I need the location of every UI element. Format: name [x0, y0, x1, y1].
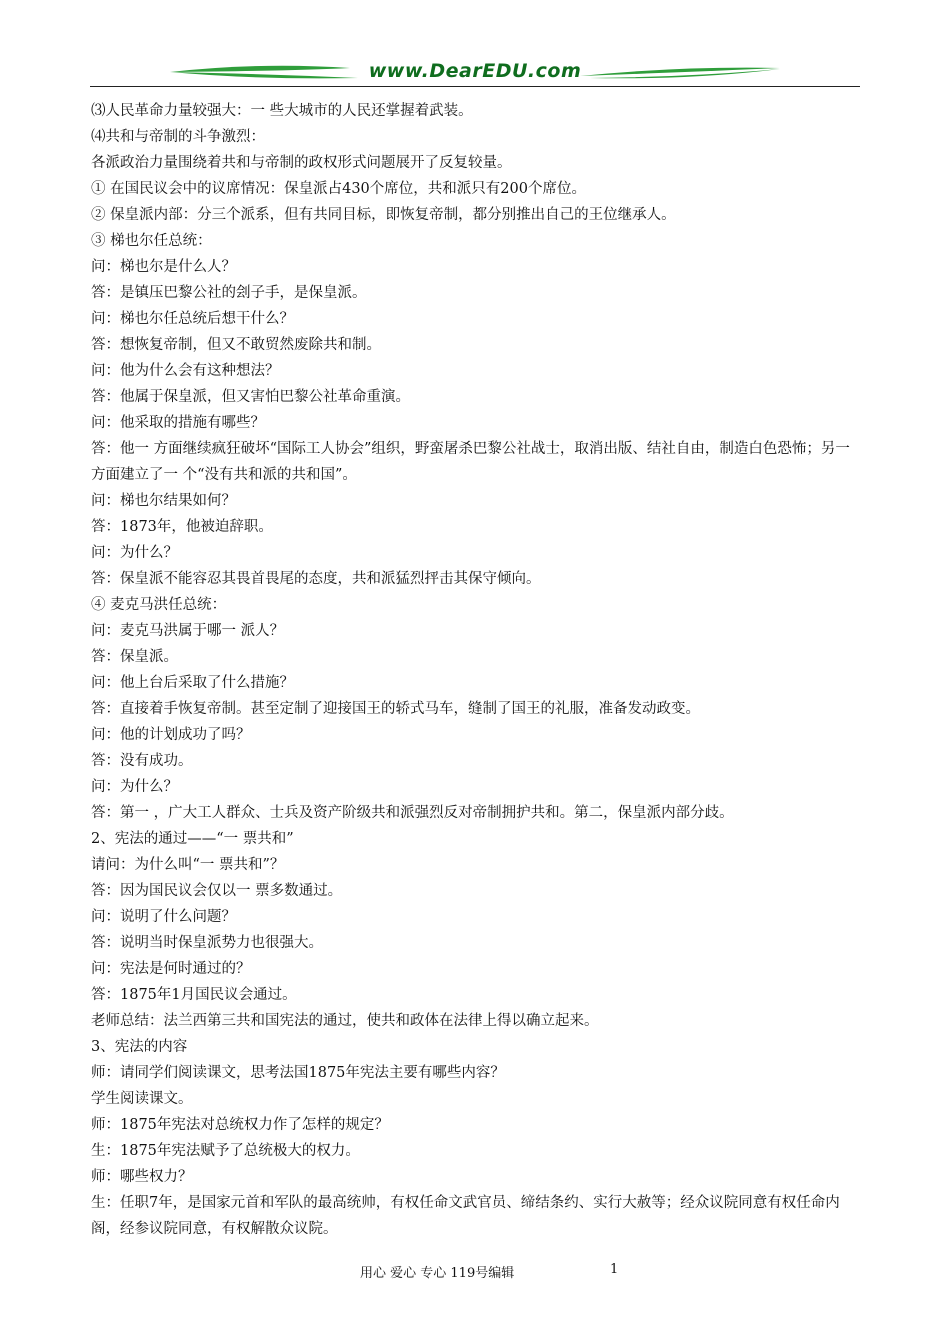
text-line: 问：梯也尔任总统后想干什么？: [91, 311, 294, 327]
text-line: 问：他上台后采取了什么措施？: [91, 675, 294, 691]
text-line: 答：因为国民议会仅以一 票多数通过。: [91, 883, 343, 899]
text-line: ④ 麦克马洪任总统：: [91, 597, 227, 613]
text-line: 问：他为什么会有这种想法？: [91, 363, 280, 379]
text-line: 答：没有成功。: [91, 753, 193, 769]
text-line: 问：梯也尔是什么人？: [91, 259, 236, 275]
text-line: 答：1875年1月国民议会通过。: [91, 987, 297, 1003]
text-line: 问：他采取的措施有哪些？: [91, 415, 265, 431]
text-line: 2、宪法的通过——“一 票共和”: [91, 831, 294, 847]
text-line: 答：直接着手恢复帝制。甚至定制了迎接国王的轿式马车，缝制了国王的礼服，准备发动政变。: [91, 701, 700, 717]
text-line: 问：为什么？: [91, 545, 178, 561]
page-footer: [0, 1262, 950, 1282]
text-line: ⑷共和与帝制的斗争激烈：: [91, 129, 265, 145]
text-line: 问：宪法是何时通过的？: [91, 961, 251, 977]
document-body: [91, 98, 861, 1242]
text-line: 答：保皇派。: [91, 649, 178, 665]
text-line: 生：任职7年，是国家元首和军队的最高统帅，有权任命文武官员、缔结条约、实行大赦等；经众议院同意有权任命内阁，经参议院同意，有权解散众议院。: [91, 1195, 840, 1237]
text-line: 各派政治力量围绕着共和与帝制的政权形式问题展开了反复较量。: [91, 155, 512, 171]
text-line: 问：麦克马洪属于哪一 派人？: [91, 623, 285, 639]
site-logo-text: www.DearEDU.com: [368, 60, 582, 82]
text-line: 答：第一 ，广大工人群众、士兵及资产阶级共和派强烈反对帝制拥护共和。第二，保皇派内部分歧。: [91, 805, 734, 821]
text-line: ① 在国民议会中的议席情况：保皇派占430个席位，共和派只有200个席位。: [91, 181, 586, 197]
text-line: 3、宪法的内容: [91, 1039, 188, 1055]
text-line: ② 保皇派内部：分三个派系，但有共同目标，即恢复帝制，都分别推出自己的王位继承人。: [91, 207, 676, 223]
footer-text: 用心 爱心 专心 119号编辑: [360, 1266, 515, 1281]
text-line: 问：说明了什么问题？: [91, 909, 236, 925]
text-line: ③ 梯也尔任总统：: [91, 233, 212, 249]
text-line: 答：他属于保皇派，但又害怕巴黎公社革命重演。: [91, 389, 410, 405]
text-line: 答：想恢复帝制，但又不敢贸然废除共和制。: [91, 337, 381, 353]
text-line: 生：1875年宪法赋予了总统极大的权力。: [91, 1143, 360, 1159]
text-line: 问：梯也尔结果如何？: [91, 493, 236, 509]
text-line: 答：是镇压巴黎公社的刽子手，是保皇派。: [91, 285, 367, 301]
text-line: 师：1875年宪法对总统权力作了怎样的规定？: [91, 1117, 389, 1133]
page-number: 1: [610, 1262, 619, 1277]
header-divider: [90, 86, 860, 87]
text-line: 答：说明当时保皇派势力也很强大。: [91, 935, 323, 951]
text-line: 师：请同学们阅读课文，思考法国1875年宪法主要有哪些内容？: [91, 1065, 505, 1081]
text-line: 问：他的计划成功了吗？: [91, 727, 251, 743]
text-line: 答：1873年，他被迫辞职。: [91, 519, 273, 535]
text-line: 请问：为什么叫“一 票共和”？: [91, 857, 285, 873]
text-line: 学生阅读课文。: [91, 1091, 193, 1107]
text-line: 师：哪些权力？: [91, 1169, 193, 1185]
text-line: 答：保皇派不能容忍其畏首畏尾的态度，共和派猛烈抨击其保守倾向。: [91, 571, 541, 587]
text-line: 老师总结：法兰西第三共和国宪法的通过，使共和政体在法律上得以确立起来。: [91, 1013, 599, 1029]
text-line: 答：他一 方面继续疯狂破坏“国际工人协会”组织，野蛮屠杀巴黎公社战士，取消出版、结社自由，制造白色恐怖；另一 方面建立了一 个“没有共和派的共和国”。: [91, 441, 850, 483]
text-line: ⑶人民革命力量较强大：一 些大城市的人民还掌握着武装。: [91, 103, 473, 119]
text-line: 问：为什么？: [91, 779, 178, 795]
